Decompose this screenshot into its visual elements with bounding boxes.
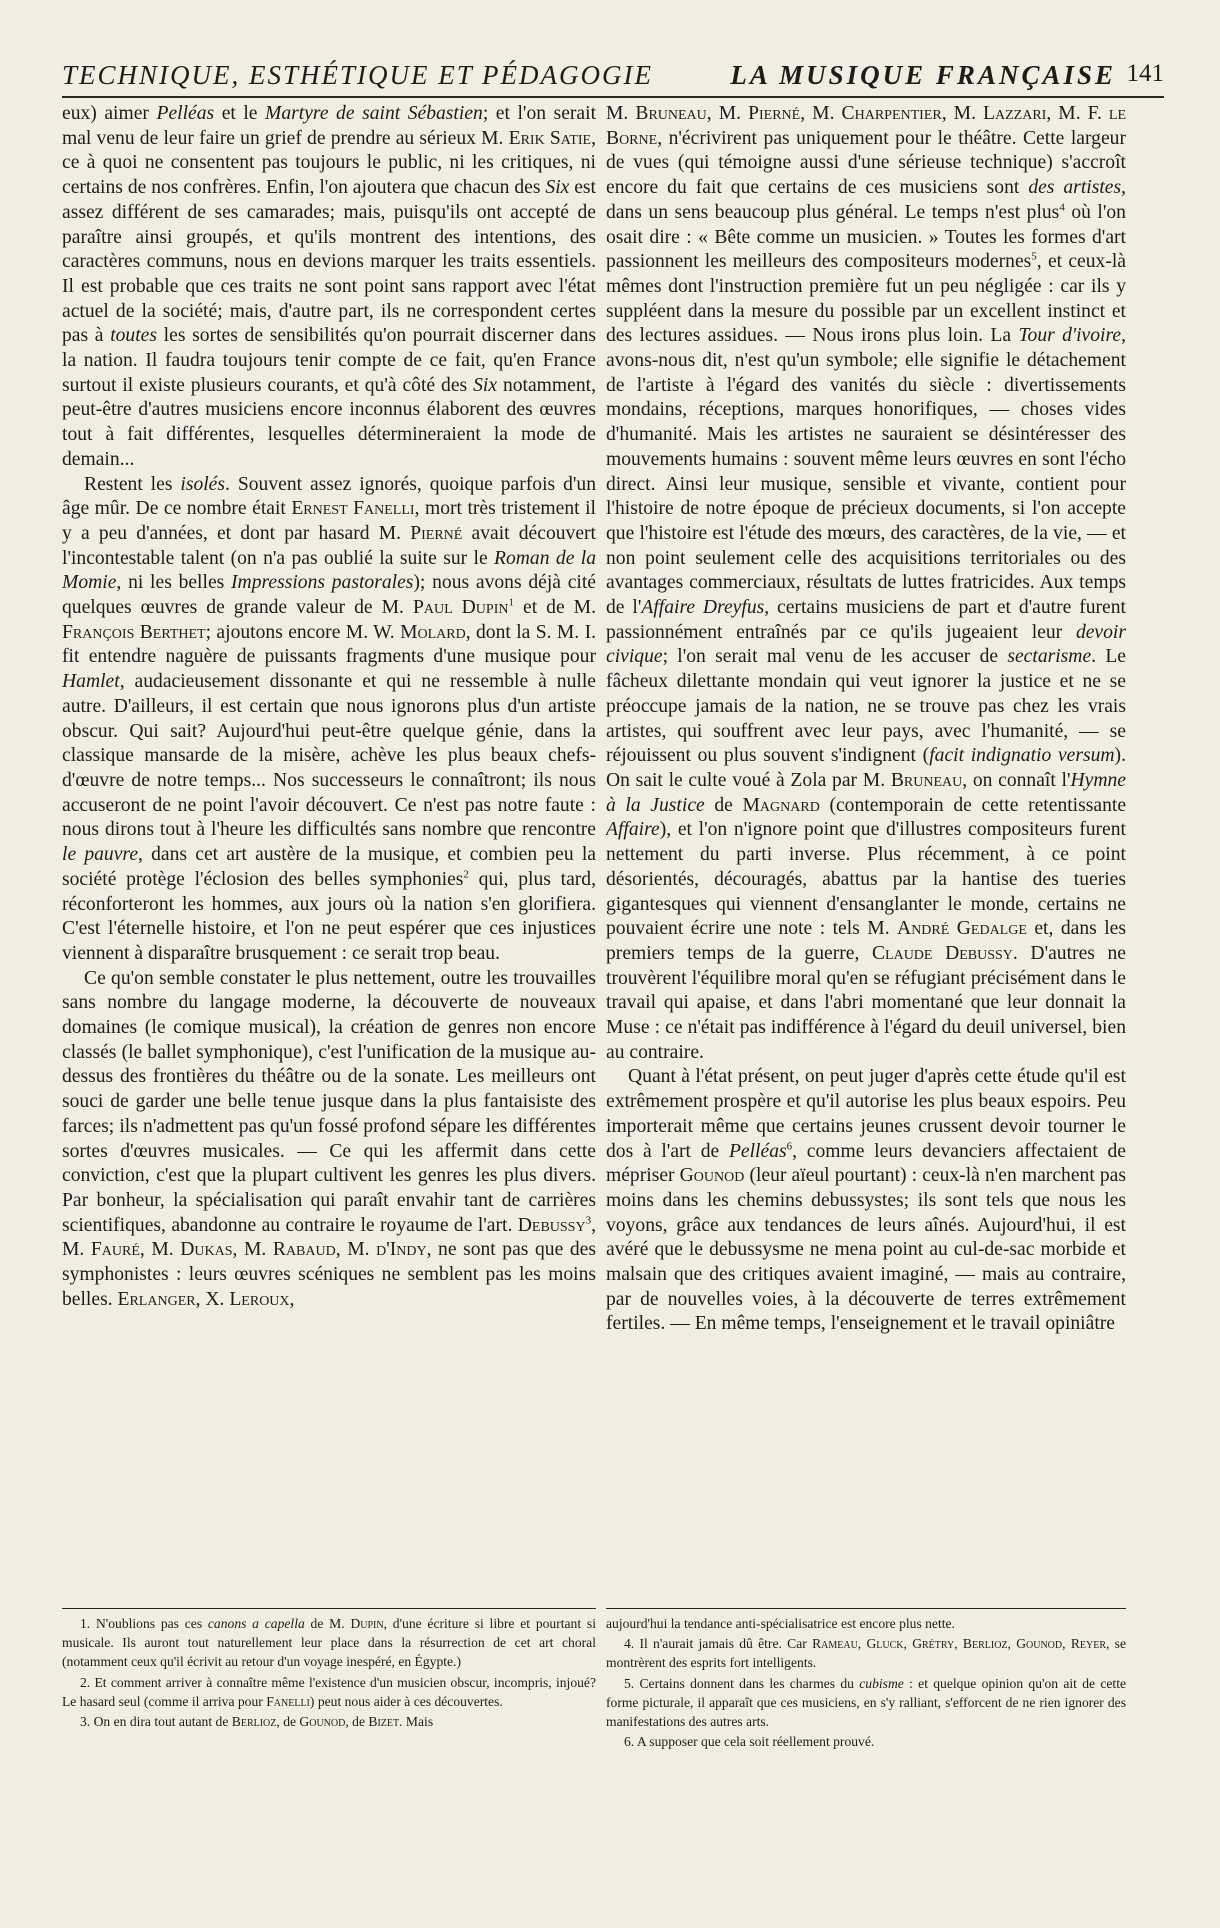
footnote-ref-2: 2 — [463, 868, 469, 881]
footnote-3-continued: aujourd'hui la tendance anti-spécialisatrice est encore plus nette. — [606, 1616, 955, 1631]
right-text-column — [606, 102, 1126, 1602]
footnote-rule-left — [62, 1608, 596, 1609]
paragraph-etat-present: Quant à l'état présent, on peut juger d'après cette étude qu'il est extrêmement prospère et qu'il autorise les plus beaux espoirs. Peu importerait même que certains jeunes crussent devoir tourner le dos à l'art de Pelléas$^6$, comme leurs devanciers affectaient de mépriser Gounod (leur aïeul pourtant) : ceux-là n'en marchent pas moins dans les chemins debussystes; ils sont tels que nous les voyons, grâce aux tendances de leurs aînés. Aujourd'hui, il est avéré que le debussysme ne mena point au cul-de-sac morbide et malsain que des critiques avaient imaginé, — mais au contraire, par de nouvelles voies, à la découverte de terres extrêmement fertiles. — En même temps, l'enseignement et le travail opiniâtre — [606, 1066, 1126, 1335]
footnote-ref-3: 3 — [585, 1214, 592, 1227]
header-book-title: LA MUSIQUE FRANÇAISE — [730, 60, 1116, 90]
footnote-5: 5. Certains donnent dans les charmes du cubisme : et quelque opinion qu'on ait de cette forme picturale, il apparaît que ces musiciens, en s'y ralliant, s'efforcent de ne rien ignorer des manifestations des autres arts. — [606, 1675, 1126, 1730]
footnote-3: 3. On en dira tout autant de Berlioz, de Gounod, de Bizet. Mais — [80, 1714, 434, 1730]
running-header — [62, 56, 1164, 98]
footnote-ref-5: 5 — [1031, 250, 1037, 263]
paragraph-isoles: Restent les isolés. Souvent assez ignorés, quoique parfois d'un âge mûr. De ce nombre était Ernest Fanelli, mort très tristement il y a peu d'années, et dont par hasard M. Pierné avait découvert l'incontestable talent (on n'a pas oublié la suite sur le Roman de la Momie, ni les belles Impressions pastorales); nous avons déjà cité quelques œuvres de grande valeur de M. Paul Dupin$^1$ et de M. François Berthet; ajoutons encore M. W. Molard, dont la S. M. I. fit entendre naguère de puissants fragments d'une musique pour Hamlet, audacieusement dissonante et qui ne ressemble à nulle autre. D'ailleurs, il est certain que nous ignorons plus d'un artiste obscur. Qui sait? Aujourd'hui peut-être quelque génie, dans la classique mansarde de la misère, achève les plus beaux chefs-d'œuvre de notre temps... Nos successeurs le connaîtront; ils nous accuseront de ne point l'avoir découvert. Ce n'est pas notre faute : nous dirons tout à l'heure les difficultés sans nombre que rencontre le pauvre, dans cet art austère de la musique, et combien peu la société protège l'éclosion des belles symphonies$^2$ qui, plus tard, réconforteront les hommes, aux jours où la nation s'en glorifiera. C'est l'éternelle histoire, et l'on ne peut espérer que ces injustices viennent à disparaître brusquement : ce serait trop beau. — [62, 473, 596, 964]
footnote-2: 2. Et comment arriver à connaître même l'existence d'un musicien obscur, incompris, injoué? Le hasard seul (comme il arriva pour Fanelli) peut nous aider à ces découvertes. — [62, 1674, 596, 1709]
footnotes-right — [606, 1614, 1126, 1844]
paragraph-constater: Ce qu'on semble constater le plus nettement, outre les trouvailles sans nombre du langage moderne, la découverte de nouveaux domaines (le comique musical), la création de genres non encore classés (le ballet symphonique), c'est l'unification de la musique au-dessus des frontières du théâtre ou de la sonate. Les meilleurs ont souci de garder une belle tenue jusque dans la plus fantaisiste des farces; ils n'admettent pas qu'un fossé profond sépare les différentes sortes d'œuvres musicales. — Ce qui les affermit dans cette conviction, c'est que la plupart cultivent les genres les plus divers. Par bonheur, la spécialisation qui paraît envahir tant de carrières scientifiques, abandonne au contraire le royaume de l'art. Debussy$^3$, M. Fauré, M. Dukas, M. Rabaud, M. d'Indy, ne sont pas que des symphonistes : leurs œuvres scéniques ne semblent pas les moins belles. Erlanger, X. Leroux, — [62, 967, 596, 1310]
footnote-rule-right — [606, 1608, 1126, 1609]
footnote-ref-6: 6 — [786, 1140, 793, 1152]
footnotes-left — [62, 1614, 596, 1844]
footnote-6: 6. A supposer que cela soit réellement prouvé. — [624, 1734, 875, 1750]
footnote-4: 4. Il n'aurait jamais dû être. Car Rameau, Gluck, Grétry, Berlioz, Gounod, Reyer, se montrèrent des esprits fort intelligents. — [606, 1636, 1126, 1671]
footnote-ref-1: 1 — [508, 596, 514, 609]
footnote-ref-4: 4 — [1059, 201, 1065, 214]
page-number: 141 — [1126, 60, 1164, 87]
footnote-1: 1. N'oublions pas ces canons a capella de M. Dupin, d'une écriture si libre et pourtant si musicale. Ils auront tout naturellement leur place dans la résurrection de cet art choral (notamment ceux qu'il écrivit au retour d'un voyage inespéré, en Égypte.) — [62, 1616, 596, 1670]
header-section-title: TECHNIQUE, ESTHÉTIQUE ET PÉDAGOGIE — [62, 60, 653, 90]
paragraph-six-continued: eux) aimer Pelléas et le Martyre de saint Sébastien; et l'on serait mal venu de leur faire un grief de prendre au sérieux M. Erik Satie, ce à quoi ne consentent pas toujours le public, ni les critiques, ni certains de nos confrères. Enfin, l'on ajoutera que chacun des Six est assez différent de ses camarades; mais, puisqu'ils ont accepté de paraître ainsi groupés, et qu'ils montrent des intentions, des caractères communs, nous en devions marquer les traits essentiels. Il est probable que ces traits ne sont point sans rapport avec l'état actuel de la société; mais, d'autre part, ils ne correspondent certes pas à toutes les sortes de sensibilités qu'on pourrait discerner dans la nation. Il faudra toujours tenir compte de ce fait, qu'en France surtout il existe plusieurs courants, et qu'à côté des Six notamment, peut-être d'autres musiciens encore inconnus élaborent des œuvres tout à fait différentes, lesquelles détermineraient la mode de demain... — [62, 103, 596, 470]
left-text-column — [62, 102, 596, 1602]
paragraph-largeur-de-vues: M. Bruneau, M. Pierné, M. Charpentier, M. Lazzari, M. F. le Borne, n'écrivirent pas uniquement pour le théâtre. Cette largeur de vues (qui témoigne aussi d'une sérieuse technique) s'accroît encore du fait que certains de ces musiciens sont des artistes, dans un sens beaucoup plus général. Le temps n'est plus$^4$ où l'on osait dire : « Bête comme un musicien. » Toutes les formes d'art passionnent les meilleurs des compositeurs modernes$^5$, et ceux-là mêmes dont l'instruction première fut un peu négligée : car ils y suppléent dans la mesure du possible par un excellent instinct et des lectures assidues. — Nous irons plus loin. La Tour d'ivoire, avons-nous dit, n'est qu'un symbole; elle signifie le détachement de l'artiste à l'égard des vanités du siècle : divertissements mondains, réceptions, marques honorifiques, — choses vides d'humanité. Mais les artistes ne sauraient se désintéresser des mouvements humains : souvent même leurs œuvres en sont l'écho direct. Ainsi leur musique, sensible et vivante, contient pour l'histoire de notre époque de précieux documents, si l'on accepte que l'histoire est l'étude des mœurs, des caractères, de la vie, — et non point seulement celle des acquisitions territoriales ou des avantages commerciaux, résultats de luttes fratricides. Aux temps de l'Affaire Dreyfus, certains musiciens de part et d'autre furent passionnément entraînés par ce qu'ils jugeaient leur devoir civique; l'on serait mal venu de les accuser de sectarisme. Le fâcheux dilettante mondain qui veut ignorer la justice et ne se préoccupe jamais de la nation, ne se trouve pas chez les vrais artistes, qui souffrent avec leur pays, avec l'humanité, — se réjouissent ou plus souvent s'indignent (facit indignatio versum). On sait le culte voué à Zola par M. Bruneau, on connaît l'Hymne à la Justice de Magnard (contemporain de cette retentissante Affaire), et l'on n'ignore point que d'illustres compositeurs furent nettement du parti inverse. Plus récemment, à ce point désorientés, découragés, abattus par la hantise des tueries gigantesques qui viennent d'ensanglanter le monde, certains ne pouvaient écrire une note : tels M. André Gedalge et, dans les premiers temps de la guerre, Claude Debussy. D'autres ne trouvèrent l'équilibre moral qu'en se réfugiant précisément dans le travail qui apaise, et dans l'abri momentané que leur donnait la Muse : ce n'était pas indifférence à l'égard du deuil universel, bien au contraire. — [606, 103, 1126, 1063]
